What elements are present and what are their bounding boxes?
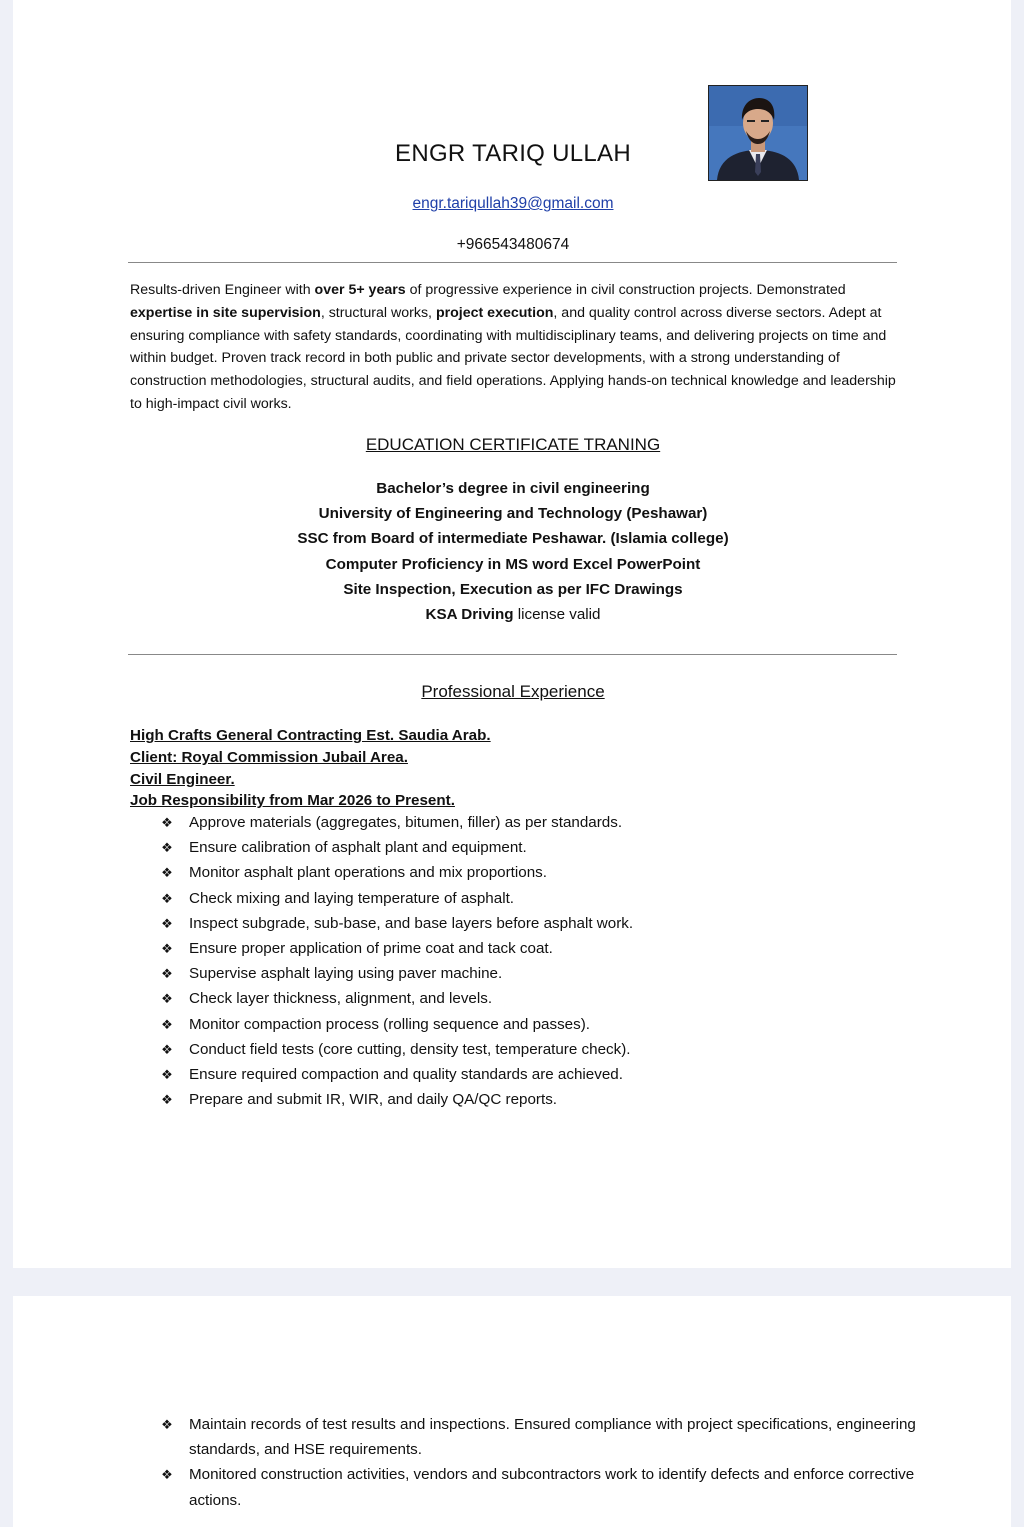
responsibility-item (159, 961, 919, 986)
responsibility-text: Monitor compaction process (rolling sequence and passes). (189, 1015, 590, 1033)
responsibility-text: Ensure required compaction and quality standards are achieved. (189, 1066, 623, 1084)
client-name: Client: Royal Commission Jubail Area. (130, 748, 408, 766)
email-link[interactable]: engr.tariqullah39@gmail.com (412, 195, 614, 212)
responsibility-text: Supervise asphalt laying using paver machine. (189, 965, 503, 983)
responsibility-item (159, 1462, 919, 1512)
responsibility-text: Check mixing and laying temperature of asphalt. (189, 889, 515, 907)
responsibility-item (159, 986, 919, 1011)
responsibility-item (159, 1412, 919, 1462)
diamond-bullet-icon: ❖ (161, 915, 173, 931)
responsibility-item (159, 911, 919, 936)
summary-text: , structural works, (320, 304, 436, 321)
experience-section-title: Professional Experience (421, 682, 605, 701)
responsibility-item (159, 835, 919, 860)
responsibility-text: Conduct field tests (core cutting, density test, temperature check). (189, 1040, 631, 1058)
license-bold: KSA Driving (425, 606, 514, 624)
education-item: Bachelor’s degree in civil engineering (376, 480, 650, 497)
diamond-bullet-icon: ❖ (161, 1016, 173, 1032)
header-divider (128, 262, 897, 263)
responsibilities-list (159, 810, 919, 1112)
education-section-title: EDUCATION CERTIFICATE TRANING (365, 435, 661, 454)
candidate-name: ENGR TARIQ ULLAH (395, 140, 631, 167)
diamond-bullet-icon: ❖ (161, 941, 173, 957)
company-name: High Crafts General Contracting Est. Saudia Arab. (130, 727, 491, 744)
responsibility-text: Prepare and submit IR, WIR, and daily QA/QC reports. (189, 1091, 558, 1109)
summary-text: of progressive experience in civil construction projects. Demonstrated (405, 282, 846, 298)
responsibility-item (159, 1062, 919, 1087)
education-list (13, 476, 1013, 627)
responsibility-item (159, 810, 919, 835)
responsibility-text: Ensure calibration of asphalt plant and equipment. (189, 839, 527, 857)
summary-text: , and quality control across diverse sectors. Adept at ensuring compliance with safety standards, coordinating with multidisciplinary teams, and delivering projects on time and within budget. Proven track record in both public and private sector developments, with a strong understanding of construction methodologies, structural audits, and field operations. Applying hands-on technical knowledge and leadership to high-impact civil works. (130, 304, 896, 412)
summary-highlight: project execution (435, 304, 554, 321)
diamond-bullet-icon: ❖ (161, 991, 173, 1007)
responsibility-text: Ensure proper application of prime coat and tack coat. (189, 940, 553, 958)
education-item: University of Engineering and Technology (Peshawar) (318, 505, 708, 523)
responsibility-text: Check layer thickness, alignment, and levels. (189, 990, 493, 1008)
summary-highlight: expertise in site supervision (130, 304, 321, 321)
summary-highlight: over 5+ years (314, 282, 406, 298)
job-period: Job Responsibility from Mar 2026 to Present. (130, 792, 455, 810)
responsibility-item (159, 1012, 919, 1037)
diamond-bullet-icon: ❖ (161, 865, 173, 881)
job-header (130, 725, 491, 812)
license-plain: license valid (513, 606, 601, 624)
responsibility-item (159, 886, 919, 911)
diamond-bullet-icon: ❖ (161, 840, 173, 856)
professional-summary (130, 279, 900, 416)
responsibility-text: Inspect subgrade, sub-base, and base layers before asphalt work. (189, 914, 634, 932)
diamond-bullet-icon: ❖ (161, 966, 173, 982)
resume-page-1 (13, 0, 1011, 1268)
diamond-bullet-icon: ❖ (161, 815, 173, 830)
responsibility-text: Monitor asphalt plant operations and mix proportions. (189, 864, 547, 882)
diamond-bullet-icon: ❖ (161, 1467, 173, 1483)
phone-number: +966543480674 (456, 236, 570, 253)
responsibility-text: Maintain records of test results and inspections. Ensured compliance with project specifications, engineering standards, and HSE requirements. (189, 1416, 916, 1459)
responsibility-item (159, 860, 919, 885)
resume-page-2 (13, 1296, 1011, 1527)
diamond-bullet-icon: ❖ (161, 1417, 173, 1432)
diamond-bullet-icon: ❖ (161, 890, 173, 906)
education-item: Computer Proficiency in MS word Excel PowerPoint (325, 555, 701, 573)
diamond-bullet-icon: ❖ (161, 1041, 173, 1057)
education-item: Site Inspection, Execution as per IFC Drawings (343, 580, 683, 598)
responsibility-item (159, 1037, 919, 1062)
diamond-bullet-icon: ❖ (161, 1067, 173, 1083)
summary-text: Results-driven Engineer with (130, 282, 315, 298)
responsibility-text: Monitored construction activities, vendors and subcontractors work to identify defects and enforce corrective actions. (189, 1466, 915, 1509)
responsibility-text: Approve materials (aggregates, bitumen, filler) as per standards. (189, 814, 623, 831)
education-divider (128, 654, 897, 655)
education-item: SSC from Board of intermediate Peshawar. (Islamia college) (297, 530, 729, 548)
responsibilities-list-continued (159, 1412, 919, 1513)
responsibility-item (159, 1087, 919, 1112)
education-item-license (13, 602, 1013, 627)
responsibility-item (159, 936, 919, 961)
diamond-bullet-icon: ❖ (161, 1092, 173, 1108)
job-title: Civil Engineer. (130, 770, 235, 788)
